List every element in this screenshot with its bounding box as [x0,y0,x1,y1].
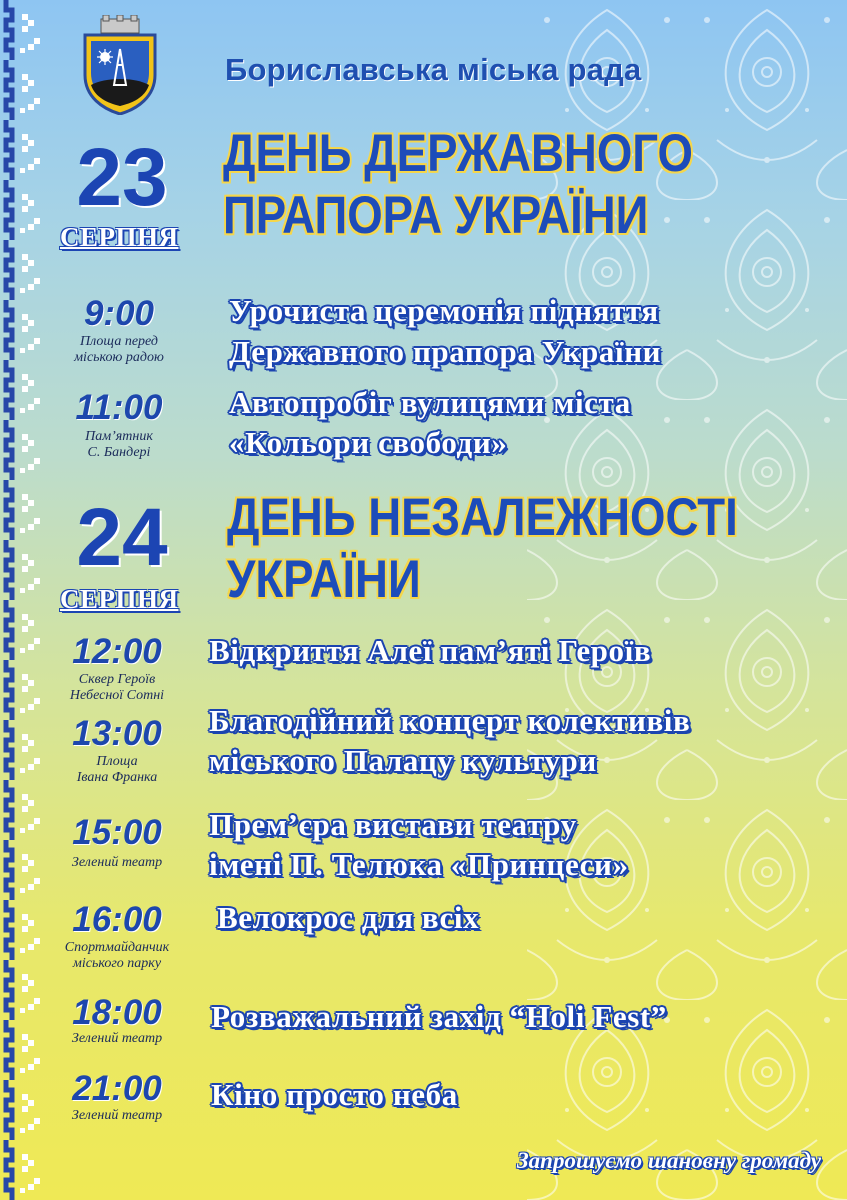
event-time: 11:00 [75,388,163,427]
event-place-line1: Пам’ятник [85,429,153,444]
event-place-line2: С. Бандері [87,445,151,460]
invitation-footer: Запрошуємо шановну громаду [516,1148,821,1173]
event-time: 13:00 [72,714,162,753]
event-time: 12:00 [72,632,162,671]
event-title-line2: імені П. Телюка «Принцеси» [209,847,629,882]
event-place-line2: міського парку [72,956,162,971]
event-place-line1: Зелений театр [71,1108,163,1123]
event-title-line1: Автопробіг вулицями міста [229,385,631,420]
event-place-line1: Сквер Героїв [78,672,156,687]
embroidery-border [0,0,48,1200]
council-title: Бориславська міська рада [225,52,642,87]
event-title-line1: Благодійний концерт колективів [209,703,691,738]
headline-flag-day-line2: ПРАПОРА УКРАЇНИ [223,186,649,245]
event-place-line1: Спортмайданчик [64,940,170,955]
event-place-line2: Небесної Сотні [69,688,165,703]
event-time: 18:00 [72,993,162,1032]
event-title-line2: Державного прапора України [229,334,662,369]
headline-independence-line2: УКРАЇНИ [227,550,421,609]
event-time: 15:00 [72,813,162,852]
event-title-line2: «Кольори свободи» [229,425,508,460]
event-place-line2: міською радою [74,350,164,365]
day-number-23: 23 [76,132,168,223]
event-time: 16:00 [72,900,162,939]
headline-flag-day-line1: ДЕНЬ ДЕРЖАВНОГО [223,124,693,183]
event-title-line1: Кіно просто неба [211,1077,458,1112]
event-place-line2: Івана Франка [76,770,158,785]
day-number-24: 24 [76,492,168,583]
boryslav-coat-of-arms-icon [81,15,159,115]
event-time: 9:00 [83,294,155,333]
event-title-line1: Велокрос для всіх [217,900,480,935]
event-title-line1: Відкриття Алеї пам’яті Героїв [209,633,652,668]
event-title-line2: міського Палацу культури [209,743,597,778]
month-label: СЕРПНЯ [60,584,179,614]
headline-independence-line1: ДЕНЬ НЕЗАЛЕЖНОСТІ [227,488,738,547]
month-label: СЕРПНЯ [60,222,179,252]
event-title-line1: Прем’єра вистави театру [209,807,577,842]
event-title-line1: Урочиста церемонія підняття [229,293,659,328]
event-time: 21:00 [72,1069,162,1108]
event-place-line1: Площа [96,754,138,769]
event-place-line1: Зелений театр [71,1031,163,1046]
event-place-line1: Зелений театр [71,855,163,870]
event-place-line1: Площа перед [80,334,158,349]
event-title-line1: Розважальний захід “Holi Fest” [211,999,667,1034]
